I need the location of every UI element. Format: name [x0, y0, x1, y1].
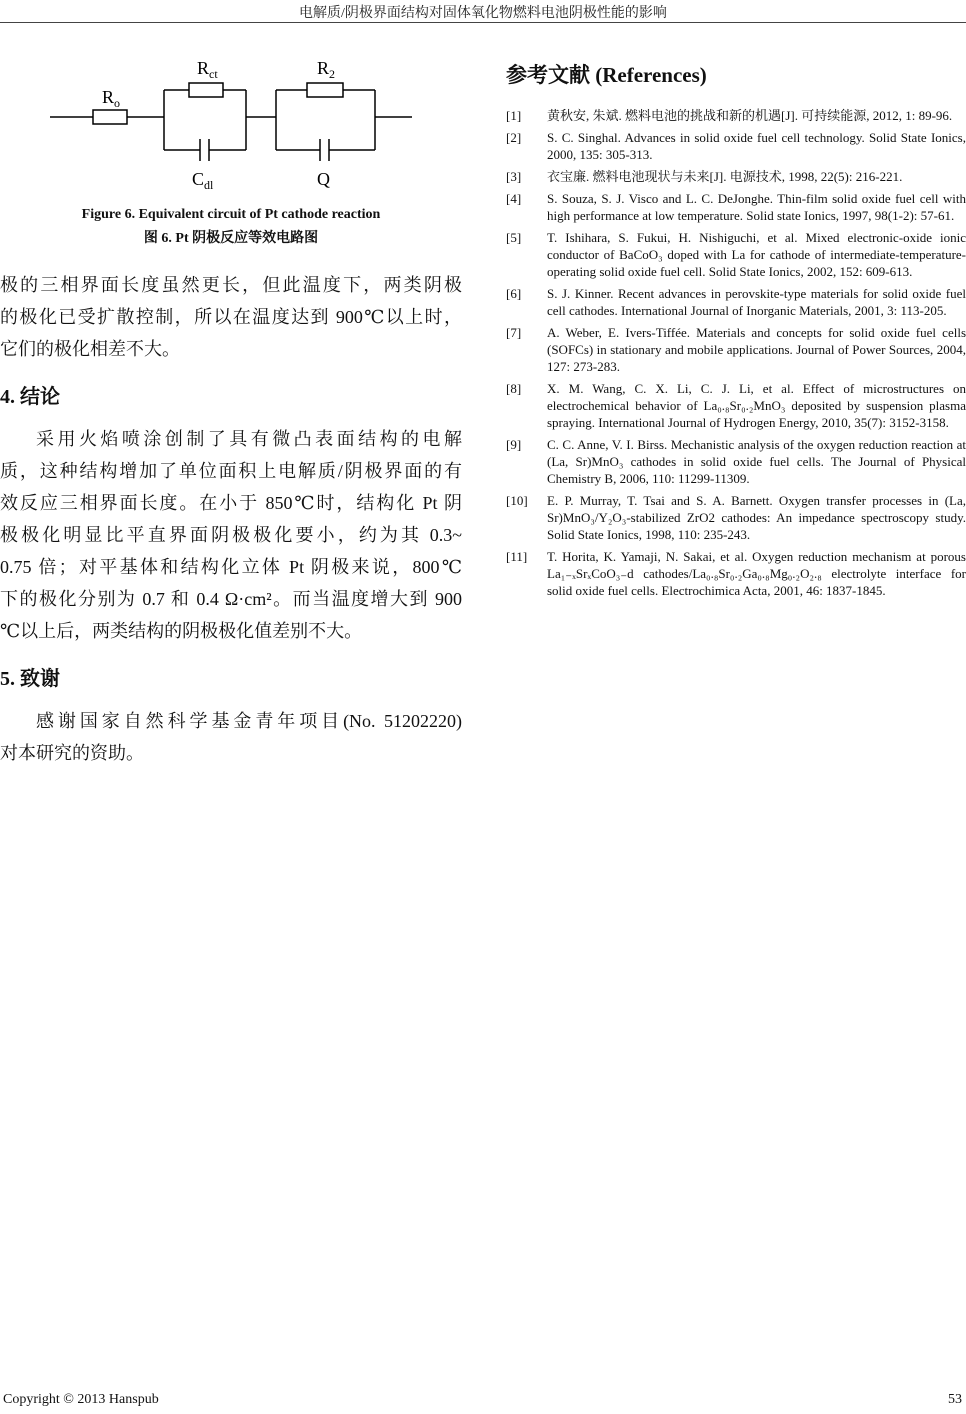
reference-text: 黄秋安, 朱斌. 燃料电池的挑战和新的机遇[J]. 可持续能源, 2012, 1: 89-96. — [547, 108, 953, 123]
reference-item — [506, 324, 966, 375]
resistor-r2 — [307, 83, 343, 97]
paragraph-1 — [0, 269, 462, 365]
figure-6 — [0, 40, 462, 245]
label-r2: $R_2$ — [317, 58, 336, 81]
text-line: 效反应三相界面长度。在小于 850℃时，结构化 Pt 阴 — [0, 493, 462, 513]
reference-number: [6] — [506, 286, 522, 301]
reference-text: S. C. Singhal. Advances in solid oxide fuel cell technology. Solid State Ionics, 2000, 135: 305-313. — [547, 130, 966, 162]
resistor-rct — [189, 83, 223, 97]
figure-caption-en: Figure 6. Equivalent circuit of Pt cathode reaction — [81, 207, 381, 222]
text-line: 采用火焰喷涂创制了具有微凸表面结构的电解 — [36, 429, 462, 449]
references-title: 参考文献 (References) — [506, 63, 707, 87]
reference-list — [506, 107, 966, 599]
running-head: 电解质/阴极界面结构对固体氧化物燃料电池阴极性能的影响 — [299, 6, 667, 21]
references-column — [506, 40, 966, 604]
reference-text: 衣宝廉. 燃料电池现状与未来[J]. 电源技术, 1998, 22(5): 216-221. — [547, 169, 903, 184]
header-rule — [0, 22, 966, 23]
label-ro: $R_o$ — [102, 87, 121, 110]
reference-item — [506, 380, 966, 431]
reference-text: X. M. Wang, C. X. Li, C. J. Li, et al. Effect of microstructures on electrochemical behavior of La₀.₈Sr₀.₂MnO₃ deposited by suspension plasma spraying. International Journal of Hydrogen Energy, 2010, 35(7): 3152-3158. — [547, 381, 966, 430]
label-rct: $R_{ct}$ — [197, 58, 218, 81]
paragraph-conclusion — [0, 423, 462, 647]
reference-text: S. Souza, S. J. Visco and L. C. DeJonghe. Thin-film solid oxide fuel cell with high performance at low temperature. Solid state Ionics, 1997, 98(1-2): 57-61. — [547, 191, 966, 223]
footer-copyright: Copyright © 2013 Hanspub — [3, 1392, 159, 1407]
text-line: 的极化已受扩散控制，所以在温度达到 900℃以上时， — [0, 307, 462, 327]
reference-text: S. J. Kinner. Recent advances in perovskite-type materials for solid oxide fuel cell cathodes. International Journal of Inorganic Materials, 2001, 3: 113-205. — [547, 286, 966, 318]
reference-number: [4] — [506, 191, 522, 206]
reference-item — [506, 492, 966, 543]
page-number: 53 — [948, 1392, 962, 1407]
text-line: 它们的极化相差不大。 — [0, 339, 180, 359]
figure-caption-zh: 图 6. Pt 阴极反应等效电路图 — [143, 231, 319, 246]
reference-number: [8] — [506, 381, 522, 396]
text-line: 质，这种结构增加了单位面积上电解质/阴极界面的有 — [0, 461, 462, 481]
label-q: Q — [317, 169, 330, 189]
reference-number: [5] — [506, 230, 522, 245]
reference-item — [506, 107, 966, 124]
text-line: ℃以上后，两类结构的阴极极化值差别不大。 — [0, 621, 363, 641]
section-heading-conclusion: 4. 结论 — [0, 386, 60, 408]
text-line: 0.75 倍；对平基体和结构化立体 Pt 阴极来说，800℃ — [0, 557, 462, 577]
reference-number: [1] — [506, 108, 522, 123]
reference-text: C. C. Anne, V. I. Birss. Mechanistic analysis of the oxygen reduction reaction at (La, Sr)MnO₃ cathodes in solid oxide fuel cells. The Journal of Physical Chemistry B, 2006, 110: 11299-11309. — [547, 437, 966, 486]
text-line: 下的极化分别为 0.7 和 0.4 Ω·cm²。而当温度增大到 900 — [0, 589, 462, 609]
paragraph-acknowledgement — [0, 705, 462, 769]
reference-number: [2] — [506, 130, 522, 145]
reference-item — [506, 168, 966, 185]
text-line: 感谢国家自然科学基金青年项目(No. 51202220) — [36, 711, 462, 731]
reference-number: [7] — [506, 325, 522, 340]
text-line: 对本研究的资助。 — [0, 743, 144, 763]
reference-item — [506, 548, 966, 599]
reference-item — [506, 229, 966, 280]
reference-item — [506, 129, 966, 163]
label-cdl: $C_{dl}$ — [192, 169, 214, 192]
reference-number: [3] — [506, 169, 522, 184]
left-column — [0, 40, 462, 769]
text-line: 极的三相界面长度虽然更长，但此温度下，两类阴极 — [0, 275, 462, 295]
reference-text: E. P. Murray, T. Tsai and S. A. Barnett. Oxygen transfer processes in (La, Sr)MnO₃/Y₂O₃-stabilized ZrO2 cathodes: An impedance spectroscopy study. Solid State Ionics, 1998, 110: 235-243. — [547, 493, 966, 542]
reference-number: [11] — [506, 549, 528, 564]
text-line: 极极化明显比平直界面阴极极化要小，约为其 0.3~ — [0, 525, 462, 545]
reference-number: [9] — [506, 437, 522, 452]
reference-item — [506, 436, 966, 487]
equivalent-circuit-diagram — [0, 40, 462, 205]
reference-text: A. Weber, E. Ivers-Tiffée. Materials and concepts for solid oxide fuel cells (SOFCs) in stationary and mobile applications. Journal of Power Sources, 2004, 127: 273-283. — [547, 325, 966, 374]
reference-item — [506, 285, 966, 319]
resistor-ro — [93, 110, 127, 124]
reference-item — [506, 190, 966, 224]
reference-text: T. Horita, K. Yamaji, N. Sakai, et al. Oxygen reduction mechanism at porous La₁₋ₓSrₓCoO₃₋d cathodes/La₀.₈Sr₀.₂Ga₀.₈Mg₀.₂O₂.₈ electrolyte interface for solid oxide fuel cells. Electrochimica Acta, 2001, 46: 1837-1845. — [547, 549, 966, 598]
section-heading-acknowledgement: 5. 致谢 — [0, 668, 60, 690]
reference-number: [10] — [506, 493, 528, 508]
reference-text: T. Ishihara, S. Fukui, H. Nishiguchi, et al. Mixed electronic-oxide ionic conductor of BaCoO₃ doped with La for cathode of intermediate-temperature-operating solid oxide fuel cell. Solid State Ionics, 2002, 152: 609-613. — [547, 230, 966, 279]
